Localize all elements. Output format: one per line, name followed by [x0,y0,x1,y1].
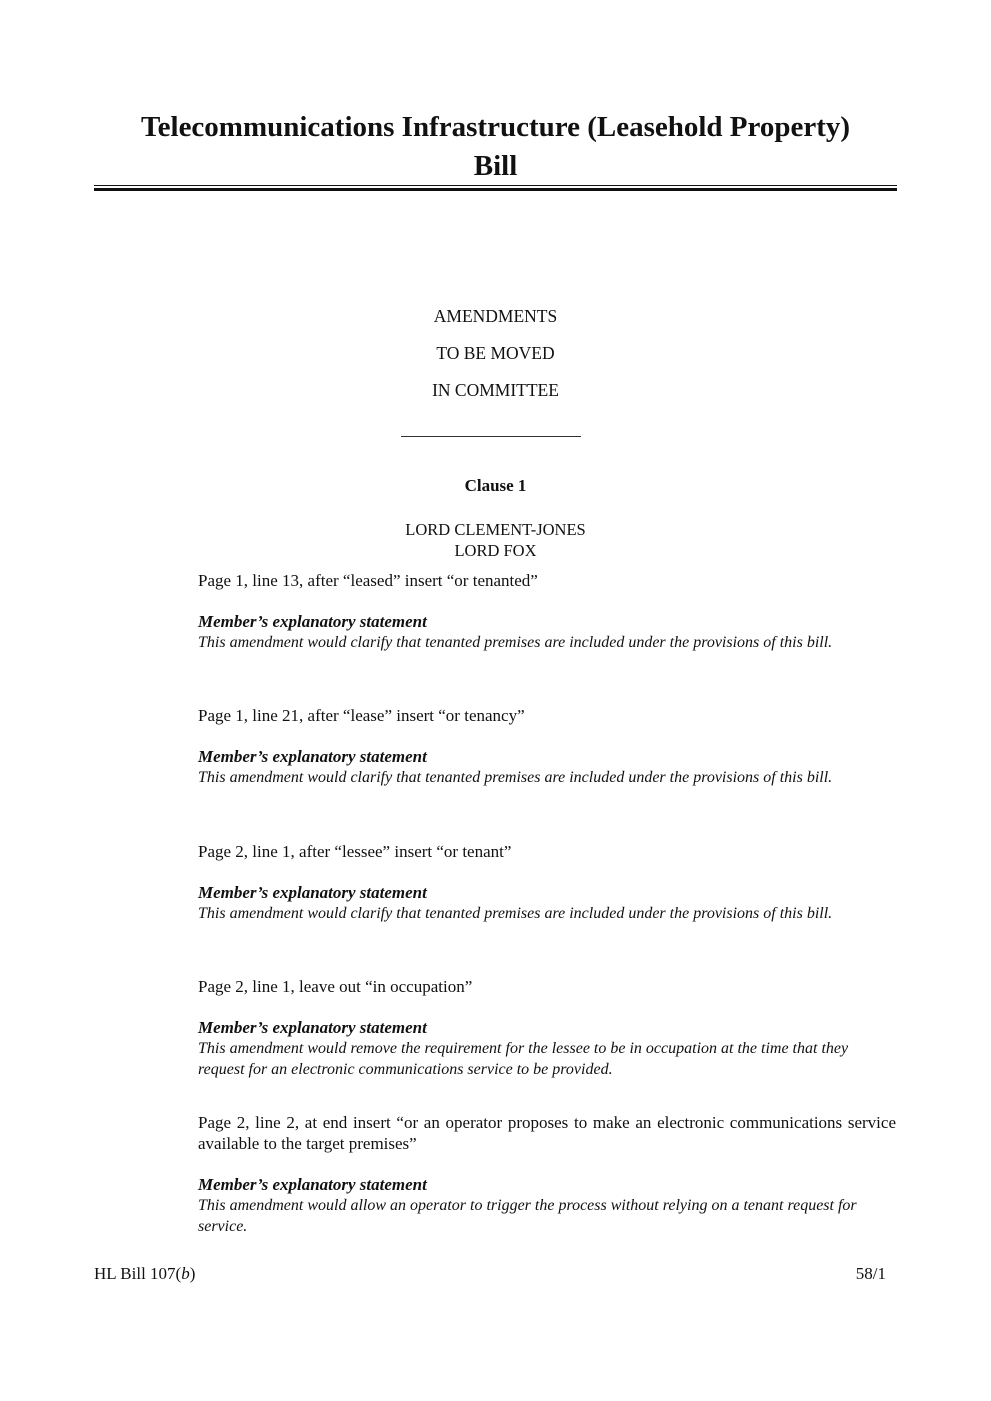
statement-heading: Member’s explanatory statement [198,612,427,631]
amendment [198,705,896,788]
amendment [198,976,896,1080]
statement-text: This amendment would clarify that tenanted premises are included under the provisions of this bill. [198,634,833,651]
bill-number [94,1264,195,1284]
clause-heading: Clause 1 [464,476,527,495]
member-name: LORD FOX [454,541,537,560]
bill-number-suffix: ) [189,1264,196,1283]
member-name: LORD CLEMENT-JONES [405,520,586,539]
amendment-text: Page 2, line 2, at end insert “or an operator proposes to make an electronic communications service available to the target premises” [198,1113,896,1153]
amendment-text: Page 1, line 21, after “lease” insert “or tenancy” [198,706,525,725]
amendment-text: Page 2, line 1, after “lessee” insert “or tenant” [198,842,512,861]
heading-line: AMENDMENTS [433,306,558,326]
title-line: Bill [473,150,518,182]
amendment [198,841,896,924]
page-number: 58/1 [855,1264,886,1283]
statement-heading: Member’s explanatory statement [198,1175,427,1194]
bill-title [94,108,897,186]
title-rule-thick [94,188,897,191]
heading-line: TO BE MOVED [436,343,555,363]
statement-text: This amendment would clarify that tenanted premises are included under the provisions of this bill. [198,769,833,786]
amendment [198,1112,896,1237]
statement-text: This amendment would remove the requirement for the lessee to be in occupation at the time that they request for an electronic communications service to be provided. [198,1040,849,1078]
title-rule-thin [94,185,897,186]
statement-text: This amendment would clarify that tenanted premises are included under the provisions of this bill. [198,905,833,922]
statement-heading: Member’s explanatory statement [198,883,427,902]
amendment-text: Page 1, line 13, after “leased” insert “or tenanted” [198,571,538,590]
title-line: Telecommunications Infrastructure (Leasehold Property) [140,111,851,143]
heading-line: IN COMMITTEE [432,380,559,400]
statement-text: This amendment would allow an operator to trigger the process without relying on a tenant request for service. [198,1197,857,1235]
amendment-text: Page 2, line 1, leave out “in occupation” [198,977,473,996]
amendment [198,570,896,653]
statement-heading: Member’s explanatory statement [198,1018,427,1037]
bill-number-letter: b [181,1264,190,1283]
statement-heading: Member’s explanatory statement [198,747,427,766]
bill-number-prefix: HL Bill 107( [94,1264,182,1283]
divider [401,436,581,437]
